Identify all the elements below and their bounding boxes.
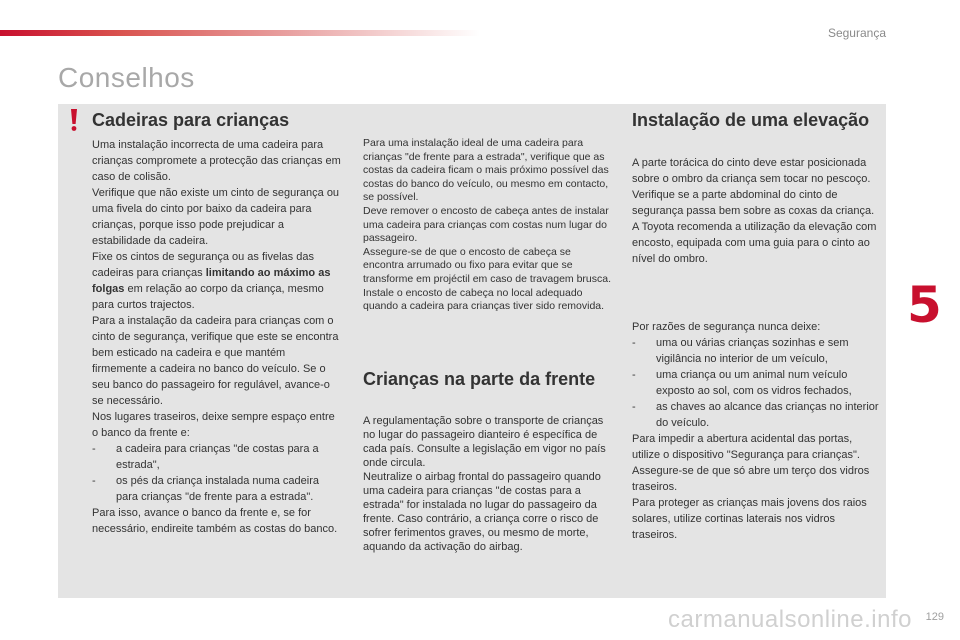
paragraph: Assegure-se de que só abre um terço dos vidros traseiros. — [632, 465, 870, 493]
paragraph: Para isso, avance o banco da frente e, se for necessário, endireite também as costas do banco. — [92, 507, 338, 535]
paragraph: Por razões de segurança nunca deixe: — [632, 321, 821, 333]
column-criancas-frente — [363, 414, 613, 554]
paragraph: Uma instalação incorrecta de uma cadeira para crianças compromete a protecção das crianças em caso de colisão. — [92, 139, 341, 183]
heading-cadeiras-para-criancas: Cadeiras para crianças — [92, 110, 290, 130]
paragraph: Nos lugares traseiros, deixe sempre espaço entre o banco da frente e: — [92, 411, 335, 439]
text-span: em relação ao corpo da criança, mesmo para curtos trajectos. — [92, 283, 324, 311]
paragraph: Neutralize o airbag frontal do passageiro quando uma cadeira para crianças "de costas para a estrada" for instalada no lugar do passageiro da frente. Caso contrário, a criança corre o risco de sofrer ferimentos graves, ou mesmo de morte, aquando da activação do airbag. — [363, 471, 601, 553]
list-marker: - — [632, 369, 636, 381]
paragraph: A regulamentação sobre o transporte de crianças no lugar do passageiro dianteiro é específica de cada país. Consulte a legislação em vigor no país onde circula. — [363, 415, 606, 469]
paragraph: Para proteger as crianças mais jovens dos raios solares, utilize cortinas laterais nos vidros traseiros. — [632, 497, 867, 541]
paragraph — [92, 249, 342, 313]
list-marker: - — [92, 475, 96, 487]
column-instalacao-ideal — [363, 137, 613, 314]
emphasis-text: limitando ao máximo as folgas — [92, 267, 331, 295]
paragraph: A parte torácica do cinto deve estar posicionada sobre o ombro da criança sem tocar no pescoço. — [632, 157, 871, 185]
exclamation-icon — [66, 108, 82, 132]
list-item-text: a cadeira para crianças "de costas para a estrada", — [116, 443, 319, 471]
list-item — [92, 473, 342, 505]
page-title: Conselhos — [58, 62, 195, 93]
list-item-text: uma criança ou um animal num veículo exposto ao sol, com os vidros fechados, — [656, 369, 852, 397]
column-seguranca — [632, 319, 880, 543]
paragraph: Deve remover o encosto de cabeça antes de instalar uma cadeira para crianças com costas num lugar do passageiro. — [363, 204, 609, 245]
list-item-text: uma ou várias crianças sozinhas e sem vigilância no interior de um veículo, — [656, 337, 849, 365]
section-name: Segurança — [827, 26, 886, 40]
paragraph: Para a instalação da cadeira para crianças com o cinto de segurança, verifique que este se encontra bem esticado na cadeira e que mantém firmemente a cadeira no banco do veículo. Se o seu banco do passageiro for regulável, avance-o se necessário. — [92, 315, 339, 407]
list-item — [632, 367, 880, 399]
column-cadeiras — [92, 137, 342, 537]
list-item — [632, 399, 880, 431]
paragraph: Verifique que não existe um cinto de segurança ou uma fivela do cinto por baixo da cadeira para crianças, porque isso pode prejudicar a estabilidade da cadeira. — [92, 187, 340, 247]
list-item-text: as chaves ao alcance das crianças no interior do veículo. — [656, 401, 879, 429]
column-elevacao — [632, 155, 880, 267]
heading-instalacao-de-uma-elevacao: Instalação de uma elevação — [632, 110, 870, 130]
page-number: 129 — [925, 611, 944, 623]
watermark: carmanualsonline.info — [668, 606, 912, 633]
chapter-number: 5 — [907, 276, 942, 334]
list-marker: - — [92, 443, 96, 455]
list-item — [92, 441, 342, 473]
list-marker: - — [632, 337, 636, 349]
heading-criancas-na-parte-da-frente: Crianças na parte da frente — [363, 369, 596, 389]
paragraph: Para impedir a abertura acidental das portas, utilize o dispositivo "Segurança para crianças". — [632, 433, 860, 461]
list-marker: - — [632, 401, 636, 413]
paragraph: Instale o encosto de cabeça no local adequado quando a cadeira para crianças tiver sido removida. — [363, 286, 605, 313]
list-item — [632, 335, 880, 367]
paragraph: Verifique se a parte abdominal do cinto de segurança passa bem sobre as coxas da criança. — [632, 189, 875, 217]
paragraph: Assegure-se de que o encosto de cabeça se encontra arrumado ou fixo para evitar que se transforme em projéctil em caso de travagem brusca. — [363, 245, 612, 285]
paragraph: A Toyota recomenda a utilização da elevação com encosto, equipada com uma guia para o cinto ao nível do ombro. — [632, 221, 877, 265]
header-accent-bar — [0, 30, 480, 36]
text-span: Fixe os cintos de segurança ou as fivelas das cadeiras para crianças — [92, 251, 314, 279]
list-item-text: os pés da criança instalada numa cadeira para crianças "de frente para a estrada". — [116, 475, 320, 503]
paragraph: Para uma instalação ideal de uma cadeira para crianças "de frente para a estrada", verifique que as costas da cadeira ficam o mais próximo possível das costas do banco do veículo, ou mesmo em contacto, se possível. — [363, 137, 609, 204]
